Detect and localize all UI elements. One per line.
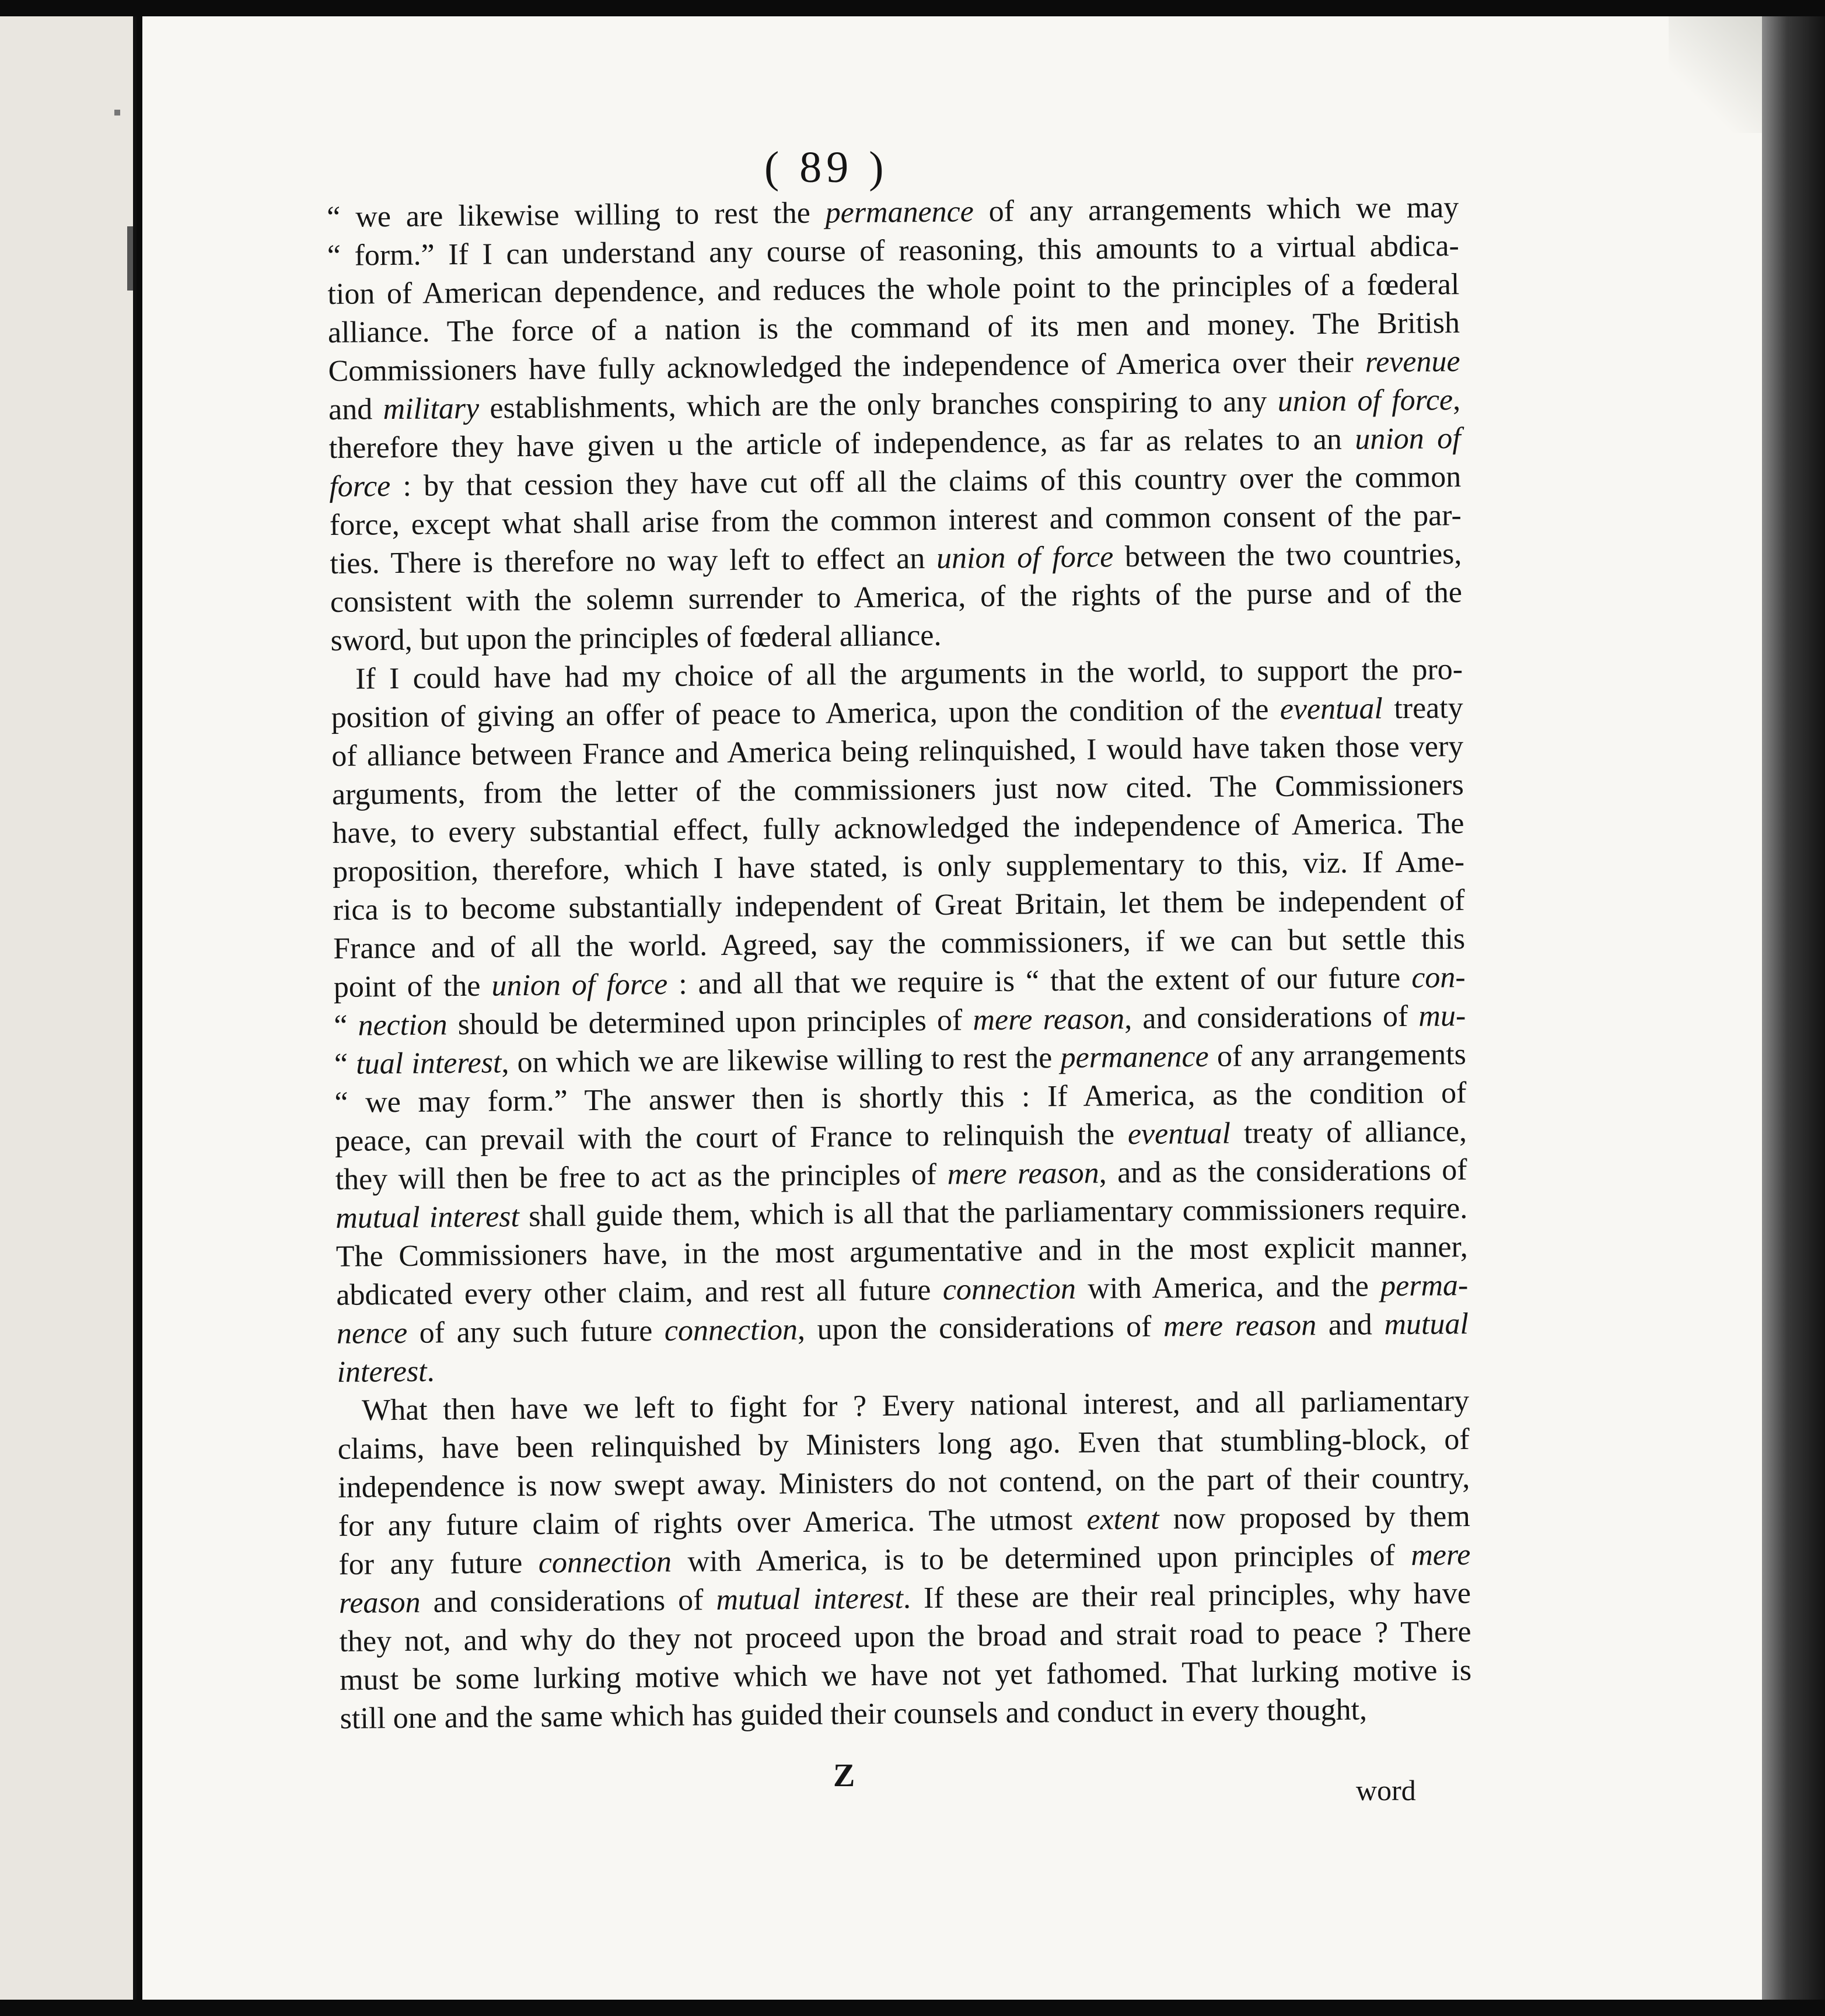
text-line: position of giving an offer of peace to America, upon the condition of the eventual treaty: [331, 691, 1463, 734]
text-line: proposition, therefore, which I have stated, is only supplementary to this, viz. If Ame-: [332, 845, 1465, 888]
page-number: ( 89 ): [764, 143, 889, 192]
text-line: they not, and why do they not proceed upon the broad and strait road to peace ? There: [339, 1615, 1471, 1658]
body-text: [327, 188, 1472, 1738]
text-line: tion of American dependence, and reduces the whole point to the principles of a fœderal: [327, 268, 1460, 311]
text-line: claims, have been relinquished by Ministers long ago. Even that stumbling-block, of: [337, 1422, 1470, 1466]
binding-shadow: [127, 226, 133, 290]
text-line: If I could have had my choice of all the arguments in the world, to support the pro-: [355, 653, 1463, 696]
text-line: still one and the same which has guided their counsels and conduct in every thought,: [340, 1693, 1368, 1735]
text-line: What then have we left to fight for ? Every national interest, and all parliamentary: [361, 1384, 1470, 1427]
text-line: The Commissioners have, in the most argumentative and in the most explicit manner,: [335, 1230, 1469, 1273]
text-line: “ nection should be determined upon principles of mere reason, and considerations of mu-: [334, 999, 1466, 1042]
gutter-shadow: [1762, 16, 1825, 2000]
text-line: “ tual interest, on which we are likewise willing to rest the permanence of any arrangements: [334, 1038, 1467, 1081]
text-line: rica is to become substantially independent of Great Britain, let them be independent of: [333, 884, 1465, 927]
text-line: reason and considerations of mutual interest. If these are their real principles, why have: [338, 1576, 1471, 1620]
signature-mark: Z: [833, 1758, 855, 1794]
text-line: point of the union of force : and all that we require is “ that the extent of our future con-: [333, 961, 1466, 1004]
text-line: therefore they have given u the article of independence, as far as relates to an union of: [328, 422, 1461, 465]
text-line: and military establishments, which are the only branches conspiring to any union of force,: [328, 383, 1461, 426]
text-line: sword, but upon the principles of fœderal alliance.: [330, 618, 942, 657]
text-line: peace, can prevail with the court of France to relinquish the eventual treaty of alliance,: [334, 1115, 1467, 1158]
text-line: for any future claim of rights over America. The utmost extent now proposed by them: [338, 1499, 1471, 1543]
text-line: force : by that cession they have cut off all the claims of this country over the common: [329, 460, 1462, 503]
facing-page-edge: [0, 16, 137, 2000]
text-line: France and of all the world. Agreed, say the commissioners, if we can but settle this: [333, 922, 1466, 965]
text-line: abdicated every other claim, and rest all future connection with America, and the perma-: [336, 1269, 1469, 1312]
text-line: have, to every substantial effect, fully acknowledged the independence of America. The: [332, 807, 1464, 850]
text-line: ties. There is therefore no way left to effect an union of force between the two countries,: [330, 537, 1462, 580]
text-line: they will then be free to act as the principles of mere reason, and as the considerations of: [335, 1153, 1467, 1196]
text-line: Commissioners have fully acknowledged the independence of America over their revenue: [328, 345, 1460, 388]
text-line: consistent with the solemn surrender to America, of the rights of the purse and of the: [330, 576, 1463, 619]
text-line: interest.: [337, 1354, 435, 1389]
text-line: independence is now swept away. Ministers do not contend, on the part of their country,: [338, 1461, 1470, 1504]
ink-speck: [114, 110, 120, 116]
catchword: word: [1356, 1774, 1416, 1807]
text-line: nence of any such future connection, upon the considerations of mere reason and mutual: [336, 1307, 1469, 1350]
text-line: for any future connection with America, is to be determined upon principles of mere: [338, 1538, 1471, 1581]
text-line: “ form.” If I can understand any course of reasoning, this amounts to a virtual abdica-: [327, 229, 1460, 272]
text-line: mutual interest shall guide them, which is all that the parliamentary commissioners require.: [335, 1192, 1468, 1235]
page-corner-shade: [1669, 16, 1762, 133]
text-line: of alliance between France and America being relinquished, I would have taken those very: [331, 730, 1464, 773]
text-line: arguments, from the letter of the commissioners just now cited. The Commissioners: [331, 768, 1464, 811]
text-line: must be some lurking motive which we have not yet fathomed. That lurking motive is: [339, 1653, 1472, 1697]
text-line: alliance. The force of a nation is the command of its men and money. The British: [327, 306, 1460, 349]
text-line: “ we are likewise willing to rest the permanence of any arrangements which we may: [327, 191, 1459, 234]
text-line: “ we may form.” The answer then is shortly this : If America, as the condition of: [334, 1076, 1467, 1119]
text-line: force, except what shall arise from the common interest and common consent of the par-: [329, 499, 1462, 542]
